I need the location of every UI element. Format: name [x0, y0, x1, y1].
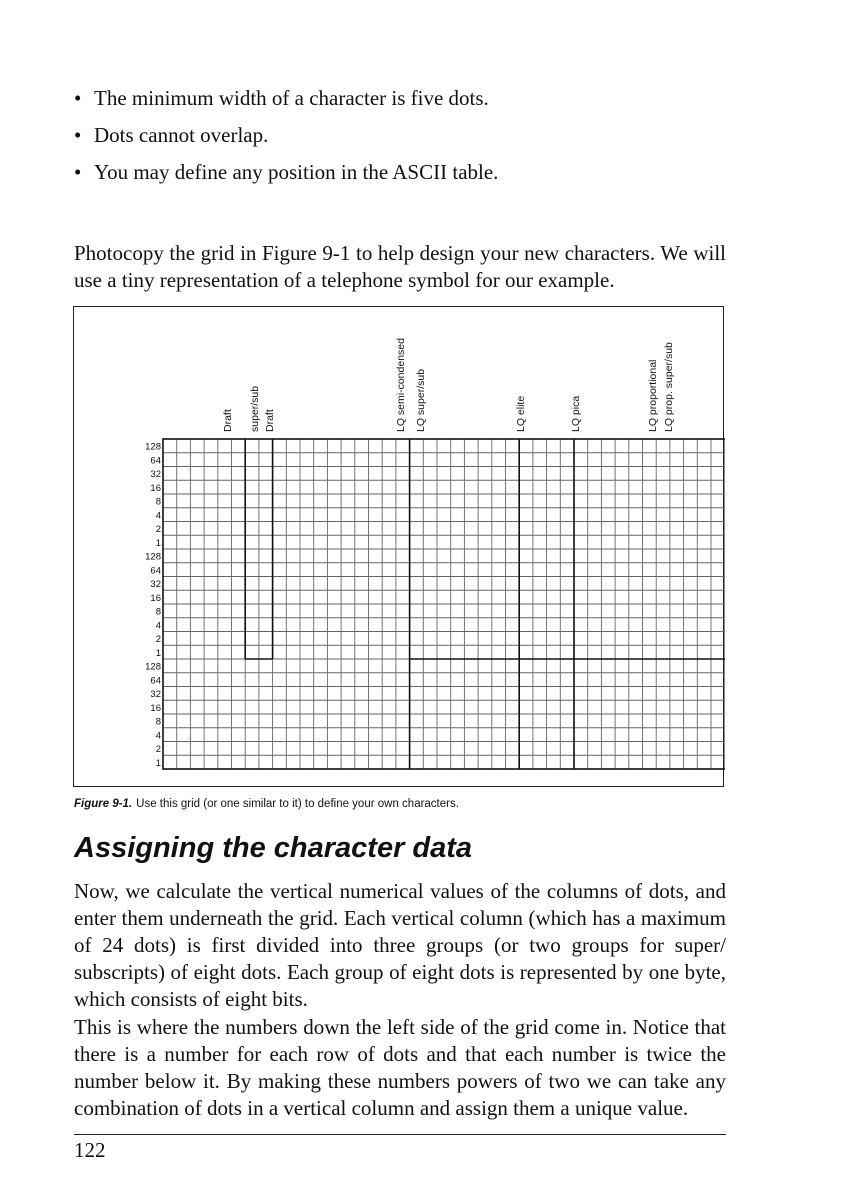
row-value-label: 8 [155, 716, 161, 728]
column-header-label: LQ proportional [647, 359, 659, 432]
row-value-label: 8 [155, 606, 161, 618]
row-value-label: 1 [155, 757, 161, 769]
footer-rule [74, 1134, 726, 1135]
intro-paragraph: Photocopy the grid in Figure 9-1 to help design your new characters. We will use a tiny representation of a telephone symbol for our example. [74, 241, 726, 292]
column-header-label: Draft [264, 409, 276, 432]
row-value-label: 64 [150, 675, 161, 687]
row-value-label: 2 [155, 634, 161, 646]
dot-grid-svg [74, 307, 725, 788]
column-header-label: LQ prop. super/sub [663, 342, 675, 432]
bullet-item: • The minimum width of a character is five dots. [74, 86, 734, 123]
row-value-label: 1 [155, 537, 161, 549]
section-heading: Assigning the character data [74, 832, 473, 864]
column-header-label: LQ super/sub [415, 368, 427, 432]
row-value-label: 64 [150, 455, 161, 467]
row-value-label: 4 [155, 730, 161, 742]
row-value-label: 8 [155, 496, 161, 508]
row-value-label: 4 [155, 620, 161, 632]
row-value-label: 128 [145, 661, 161, 673]
column-header-label: Draft [222, 409, 234, 432]
column-header-label: LQ elite [515, 395, 527, 432]
row-value-label: 128 [145, 551, 161, 563]
dot-grid-figure [73, 306, 724, 787]
row-value-label: 2 [155, 524, 161, 536]
bullet-list [74, 86, 734, 197]
bullet-item: • Dots cannot overlap. [74, 123, 734, 160]
page-number: 122 [74, 1138, 106, 1162]
column-header-label: LQ pica [570, 395, 582, 432]
row-value-label: 64 [150, 565, 161, 577]
figure-label: Figure 9-1. [74, 798, 133, 810]
row-value-label: 4 [155, 510, 161, 522]
row-value-label: 16 [150, 702, 161, 714]
body-paragraph: Now, we calculate the vertical numerical values of the columns of dots, and enter them underneath the grid. Each vertical column (which has a maximum of 24 dots) is first divided into three groups (or two groups for super/ subscripts) of eight dots. Each group of eight dots is represented by one byte, which consists of eight bits. [74, 879, 726, 1011]
row-value-label: 16 [150, 482, 161, 494]
row-value-label: 128 [145, 441, 161, 453]
row-value-label: 32 [150, 689, 161, 701]
figure-caption-text: Use this grid (or one similar to it) to define your own characters. [136, 798, 459, 810]
bullet-item: • You may define any position in the ASCII table. [74, 160, 734, 197]
row-value-label: 32 [150, 469, 161, 481]
row-value-label: 2 [155, 744, 161, 756]
row-value-label: 16 [150, 592, 161, 604]
column-header-label: LQ semi-condensed [395, 338, 407, 432]
body-paragraph: This is where the numbers down the left side of the grid come in. Notice that there is a number for each row of dots and that each number is twice the number below it. By making these numbers powers of two we can take any combination of dots in a vertical column and assign them a unique value. [74, 1015, 726, 1120]
row-value-label: 1 [155, 647, 161, 659]
column-header-label: super/sub [249, 385, 261, 432]
figure-caption [74, 798, 459, 810]
row-value-label: 32 [150, 579, 161, 591]
